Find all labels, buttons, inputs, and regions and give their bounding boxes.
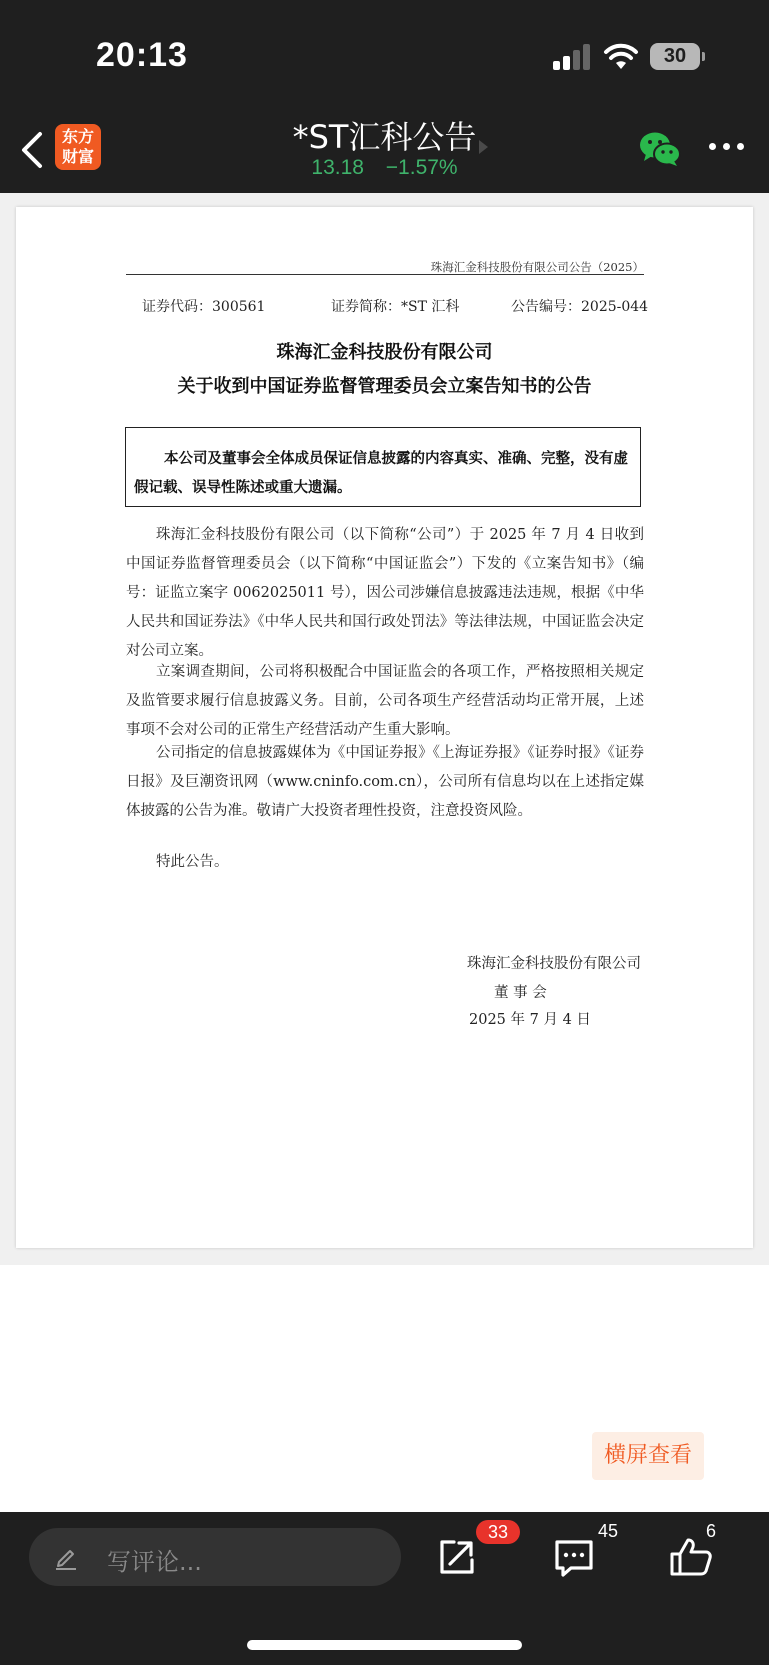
signature-company: 珠海汇金科技股份有限公司	[467, 956, 641, 972]
signal-icon	[553, 44, 591, 70]
status-time: 20:13	[96, 36, 188, 74]
closing-text: 特此公告。	[156, 854, 229, 870]
comment-input[interactable]	[29, 1528, 401, 1586]
more-icon[interactable]	[709, 143, 745, 151]
share-icon[interactable]	[434, 1534, 480, 1580]
wechat-icon[interactable]	[638, 130, 682, 168]
security-abbr: 证券简称：*ST 汇科	[331, 299, 460, 315]
stock-price: 13.18	[311, 156, 364, 179]
document-page	[16, 207, 753, 1248]
signature-date: 2025 年 7 月 4 日	[469, 1012, 591, 1028]
paragraph-3: 公司指定的信息披露媒体为《中国证券报》《上海证券报》《证券时报》《证券日报》及巨潮资讯网（www.cninfo.com.cn），公司所有信息均以在上述指定媒体披露的公告为准。敬请广大投资者理性投资，注意投资风险。	[126, 745, 644, 819]
signature-board: 董 事 会	[494, 985, 547, 1001]
like-count: 6	[706, 1521, 717, 1541]
landscape-view-button[interactable]: 横屏查看	[592, 1432, 704, 1480]
running-head: 珠海汇金科技股份有限公司公告（2025）	[430, 260, 644, 274]
declaration-box: 本公司及董事会全体成员保证信息披露的内容真实、准确、完整，没有虚假记载、误导性陈述或重大遗漏。	[125, 427, 641, 507]
comment-count: 45	[598, 1521, 619, 1541]
logo-line2: 财富	[61, 147, 94, 166]
home-indicator[interactable]	[247, 1640, 522, 1650]
logo-line1: 东方	[61, 127, 94, 146]
wifi-icon	[603, 42, 639, 72]
battery-icon: 30	[650, 43, 700, 70]
status-bar	[0, 0, 769, 106]
stock-change: −1.57%	[385, 156, 458, 179]
title-arrow-icon[interactable]	[479, 140, 488, 154]
battery-tip	[702, 52, 705, 61]
paragraph-1: 珠海汇金科技股份有限公司（以下简称“公司”）于 2025 年 7 月 4 日收到中国证券监督管理委员会（以下简称“中国证监会”）下发的《立案告知书》（编号：证监立案字 0062025011 号），因公司涉嫌信息披露违法违规，根据《中华人民共和国证券法》《中华人民共和国行政处罚法》等法律法规，中国证监会决定对公司立案。	[126, 527, 644, 659]
share-badge: 33	[476, 1520, 520, 1544]
security-code: 证券代码：300561	[142, 299, 266, 315]
header-rule	[126, 274, 644, 275]
pen-icon	[53, 1544, 79, 1570]
page-title[interactable]: *ST汇科公告	[292, 118, 477, 156]
nav-bar	[0, 106, 769, 193]
document-viewer[interactable]	[0, 193, 769, 1265]
announcement-no: 公告编号：2025-044	[511, 299, 649, 315]
paragraph-2: 立案调查期间，公司将积极配合中国证监会的各项工作，严格按照相关规定及监管要求履行信息披露义务。目前，公司各项生产经营活动均正常开展，上述事项不会对公司的正常生产经营活动产生重大影响。	[126, 664, 644, 738]
comment-icon[interactable]	[551, 1534, 597, 1580]
doc-title-company: 珠海汇金科技股份有限公司	[276, 342, 493, 363]
comment-placeholder: 写评论...	[107, 1548, 202, 1576]
doc-title-subject: 关于收到中国证券监督管理委员会立案告知书的公告	[177, 376, 592, 397]
